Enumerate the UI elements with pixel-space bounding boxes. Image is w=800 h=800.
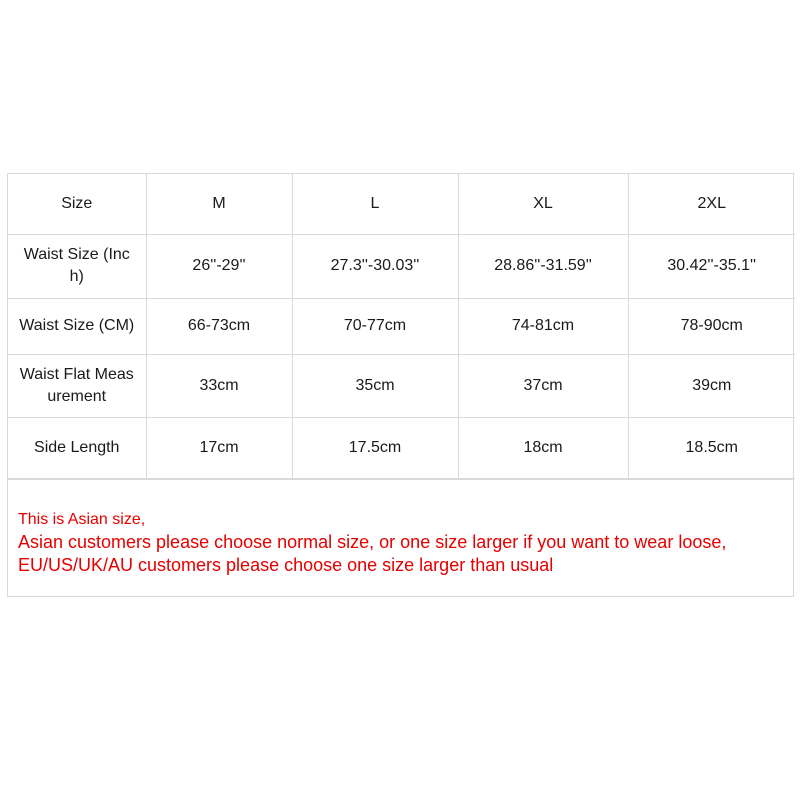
table-row-side-length: [8, 417, 795, 478]
table-row-waist-inch: [8, 234, 795, 298]
table-cell: 28.86''-31.59'': [458, 234, 628, 298]
table-cell: 17.5cm: [292, 417, 458, 478]
size-chart: [7, 173, 794, 597]
table-cell: 30.42''-35.1'': [628, 234, 795, 298]
row-label: Waist Size (CM): [19, 317, 135, 334]
header-cell-size: [8, 174, 146, 234]
table-cell: 74-81cm: [458, 298, 628, 354]
row-label-cell: [8, 298, 146, 354]
note-line-eu-us-customers: EU/US/UK/AU customers please choose one size larger than usual: [18, 554, 554, 575]
table-cell: 17cm: [146, 417, 292, 478]
header-cell-m: M: [146, 174, 292, 234]
table-row-waist-cm: [8, 298, 795, 354]
size-note: [8, 479, 793, 596]
header-cell-xl: XL: [458, 174, 628, 234]
row-label-cell: [8, 417, 146, 478]
table-cell: 66-73cm: [146, 298, 292, 354]
table-cell: 18.5cm: [628, 417, 795, 478]
table-row-waist-flat: [8, 354, 795, 417]
table-header-row: [8, 174, 795, 234]
table-cell: 37cm: [458, 354, 628, 417]
row-label-cell: [8, 234, 146, 298]
row-label: Waist Size (Inch): [23, 246, 130, 285]
table-cell: 26''-29'': [146, 234, 292, 298]
header-cell-2xl: 2XL: [628, 174, 795, 234]
table-cell: 78-90cm: [628, 298, 795, 354]
row-label: Waist Flat Measurement: [19, 365, 134, 405]
table-cell: 33cm: [146, 354, 292, 417]
table-cell: 18cm: [458, 417, 628, 478]
note-line-asian-customers: Asian customers please choose normal size, or one size larger if you want to wear loose,: [18, 531, 727, 552]
table-cell: 27.3''-30.03'': [292, 234, 458, 298]
table-cell: 70-77cm: [292, 298, 458, 354]
header-label: Size: [61, 194, 93, 212]
row-label-cell: [8, 354, 146, 417]
size-table: [8, 174, 795, 479]
row-label: Side Length: [34, 438, 120, 456]
header-cell-l: L: [292, 174, 458, 234]
table-cell: 35cm: [292, 354, 458, 417]
table-cell: 39cm: [628, 354, 795, 417]
note-line-asian-size: This is Asian size,: [18, 510, 146, 528]
